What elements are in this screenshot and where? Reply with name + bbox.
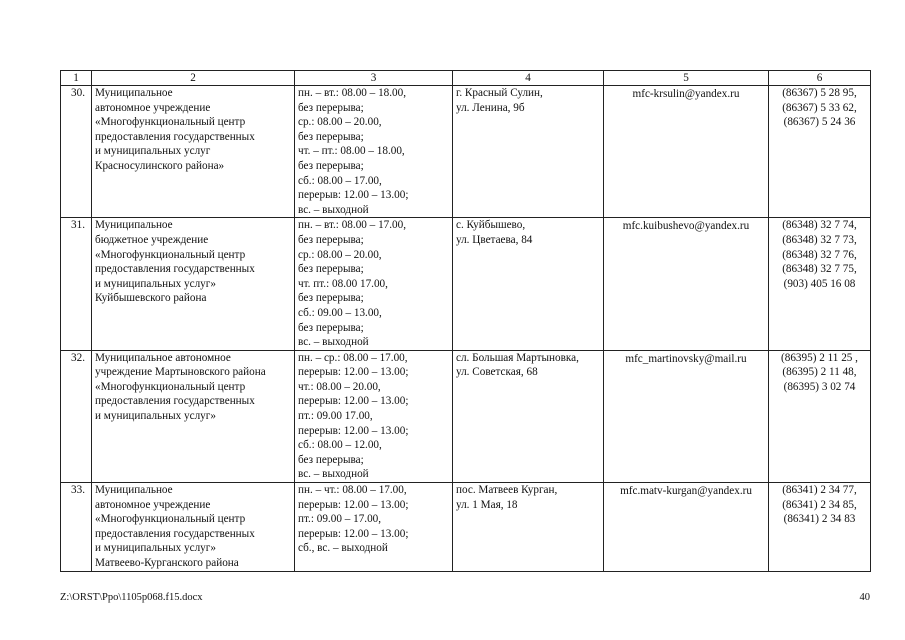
mfc-table	[60, 70, 871, 572]
schedule-line: перерыв: 12.00 – 13.00;	[298, 498, 409, 511]
col-header-5: 5	[604, 71, 769, 86]
organization-name-line: автономное учреждение	[95, 498, 211, 511]
schedule-line: сб.: 09.00 – 13.00,	[298, 306, 382, 319]
col-header-3: 3	[295, 71, 453, 86]
address-line: г. Красный Сулин,	[456, 87, 543, 99]
address	[453, 218, 604, 350]
schedule-line: вс. – выходной	[298, 336, 369, 349]
phone-line: (86395) 2 11 25 ,	[781, 351, 858, 364]
schedule-line: перерыв: 12.00 – 13.00;	[298, 366, 409, 379]
schedule-line: без перерыва;	[298, 159, 364, 172]
address-line: ул. Советская, 68	[456, 366, 538, 379]
schedule-line: сб.: 08.00 – 12.00,	[298, 439, 382, 452]
col-header-6: 6	[769, 71, 871, 86]
schedule-line: ср.: 08.00 – 20.00,	[298, 248, 382, 261]
schedule-line: без перерыва;	[298, 263, 364, 276]
address	[453, 86, 604, 218]
organization-name-line: предоставления государственных	[95, 527, 255, 540]
phone-line: (86367) 5 24 36	[783, 116, 856, 129]
col-header-2: 2	[92, 71, 295, 86]
phone-line: (86348) 32 7 74,	[782, 219, 857, 232]
schedule-line: ср.: 08.00 – 20.00,	[298, 116, 382, 129]
email-address: mfc_martinovsky@mail.ru	[604, 350, 769, 482]
table-row	[61, 86, 871, 218]
schedule-line: без перерыва;	[298, 233, 364, 246]
organization-name-line: предоставления государственных	[95, 263, 255, 276]
schedule-line: вс. – выходной	[298, 468, 369, 481]
phone-line: (86341) 2 34 77,	[782, 484, 857, 497]
address-line: ул. Цветаева, 84	[456, 233, 533, 246]
organization-name	[92, 483, 295, 572]
schedule-line: перерыв: 12.00 – 13.00;	[298, 189, 409, 202]
table-row	[61, 350, 871, 482]
document-page	[60, 70, 870, 572]
address	[453, 483, 604, 572]
address-line: с. Куйбышево,	[456, 219, 526, 232]
address-line: сл. Большая Мартыновка,	[456, 351, 579, 364]
row-number: 33.	[61, 483, 92, 572]
address-line: пос. Матвеев Курган,	[456, 484, 558, 497]
email-address: mfc.kuibushevo@yandex.ru	[604, 218, 769, 350]
schedule-line: пн. – чт.: 08.00 – 17.00,	[298, 484, 407, 497]
phone-line: (86367) 5 28 95,	[782, 87, 857, 99]
schedule-line: чт. пт.: 08.00 17.00,	[298, 277, 388, 290]
organization-name-line: Муниципальное	[95, 484, 173, 497]
phone-line: (86348) 32 7 75,	[782, 263, 857, 276]
row-number: 31.	[61, 218, 92, 350]
address	[453, 350, 604, 482]
schedule-line: пн. – ср.: 08.00 – 17.00,	[298, 351, 408, 364]
organization-name	[92, 86, 295, 218]
phone-numbers	[769, 350, 871, 482]
email-address: mfc-krsulin@yandex.ru	[604, 86, 769, 218]
schedule-line: перерыв: 12.00 – 13.00;	[298, 395, 409, 408]
phone-line: (86341) 2 34 83	[783, 513, 856, 526]
organization-name-line: и муниципальных услуг»	[95, 542, 216, 555]
organization-name-line: автономное учреждение	[95, 101, 211, 114]
address-line: ул. Ленина, 9б	[456, 101, 525, 114]
schedule-line: сб.: 08.00 – 17.00,	[298, 174, 382, 187]
organization-name-line: «Многофункциональный центр	[95, 380, 246, 393]
organization-name-line: Муниципальное автономное	[95, 351, 231, 364]
phone-line: (86341) 2 34 85,	[782, 498, 857, 511]
organization-name-line: Куйбышевского района	[95, 292, 207, 305]
organization-name-line: Красносулинского района»	[95, 159, 225, 172]
table-body	[61, 86, 871, 572]
schedule-line: перерыв: 12.00 – 13.00;	[298, 424, 409, 437]
schedule-line: вс. – выходной	[298, 203, 369, 216]
schedule-line: пн. – вт.: 08.00 – 18.00,	[298, 87, 407, 99]
work-schedule	[295, 86, 453, 218]
organization-name-line: Матвеево-Курганского района	[95, 557, 239, 569]
phone-numbers	[769, 86, 871, 218]
schedule-line: чт. – пт.: 08.00 – 18.00,	[298, 145, 405, 158]
schedule-line: без перерыва;	[298, 292, 364, 305]
organization-name-line: предоставления государственных	[95, 130, 255, 143]
schedule-line: пт.: 09.00 17.00,	[298, 410, 373, 423]
work-schedule	[295, 350, 453, 482]
phone-numbers	[769, 218, 871, 350]
header-row	[61, 71, 871, 86]
table-row	[61, 483, 871, 572]
phone-line: (86395) 2 11 48,	[782, 366, 857, 379]
organization-name-line: «Многофункциональный центр	[95, 116, 246, 129]
organization-name-line: «Многофункциональный центр	[95, 248, 246, 261]
organization-name-line: и муниципальных услуг»	[95, 410, 216, 423]
organization-name-line: бюджетное учреждение	[95, 233, 209, 246]
organization-name	[92, 218, 295, 350]
page-number: 40	[859, 592, 870, 603]
schedule-line: перерыв: 12.00 – 13.00;	[298, 527, 409, 540]
phone-line: (903) 405 16 08	[783, 277, 856, 290]
organization-name-line: и муниципальных услуг»	[95, 277, 216, 290]
phone-numbers	[769, 483, 871, 572]
organization-name-line: предоставления государственных	[95, 395, 255, 408]
schedule-line: пт.: 09.00 – 17.00,	[298, 513, 382, 526]
schedule-line: сб., вс. – выходной	[298, 542, 388, 555]
schedule-line: без перерыва;	[298, 130, 364, 143]
organization-name-line: «Многофункциональный центр	[95, 513, 246, 526]
organization-name-line: учреждение Мартыновского района	[95, 366, 266, 379]
organization-name-line: Муниципальное	[95, 219, 173, 232]
table-row	[61, 218, 871, 350]
organization-name	[92, 350, 295, 482]
row-number: 32.	[61, 350, 92, 482]
schedule-line: без перерыва;	[298, 101, 364, 114]
col-header-4: 4	[453, 71, 604, 86]
work-schedule	[295, 483, 453, 572]
organization-name-line: Муниципальное	[95, 87, 173, 99]
schedule-line: без перерыва;	[298, 453, 364, 466]
address-line: ул. 1 Мая, 18	[456, 498, 518, 511]
schedule-line: без перерыва;	[298, 321, 364, 334]
schedule-line: чт.: 08.00 – 20.00,	[298, 380, 381, 393]
work-schedule	[295, 218, 453, 350]
phone-line: (86367) 5 33 62,	[782, 101, 857, 114]
phone-line: (86395) 3 02 74	[783, 380, 856, 393]
schedule-line: пн. – вт.: 08.00 – 17.00,	[298, 219, 407, 232]
col-header-1: 1	[61, 71, 92, 86]
phone-line: (86348) 32 7 76,	[782, 248, 857, 261]
phone-line: (86348) 32 7 73,	[782, 233, 857, 246]
row-number: 30.	[61, 86, 92, 218]
organization-name-line: и муниципальных услуг	[95, 145, 211, 158]
file-path: Z:\ORST\Ppo\1105p068.f15.docx	[60, 592, 203, 603]
email-address: mfc.matv-kurgan@yandex.ru	[604, 483, 769, 572]
